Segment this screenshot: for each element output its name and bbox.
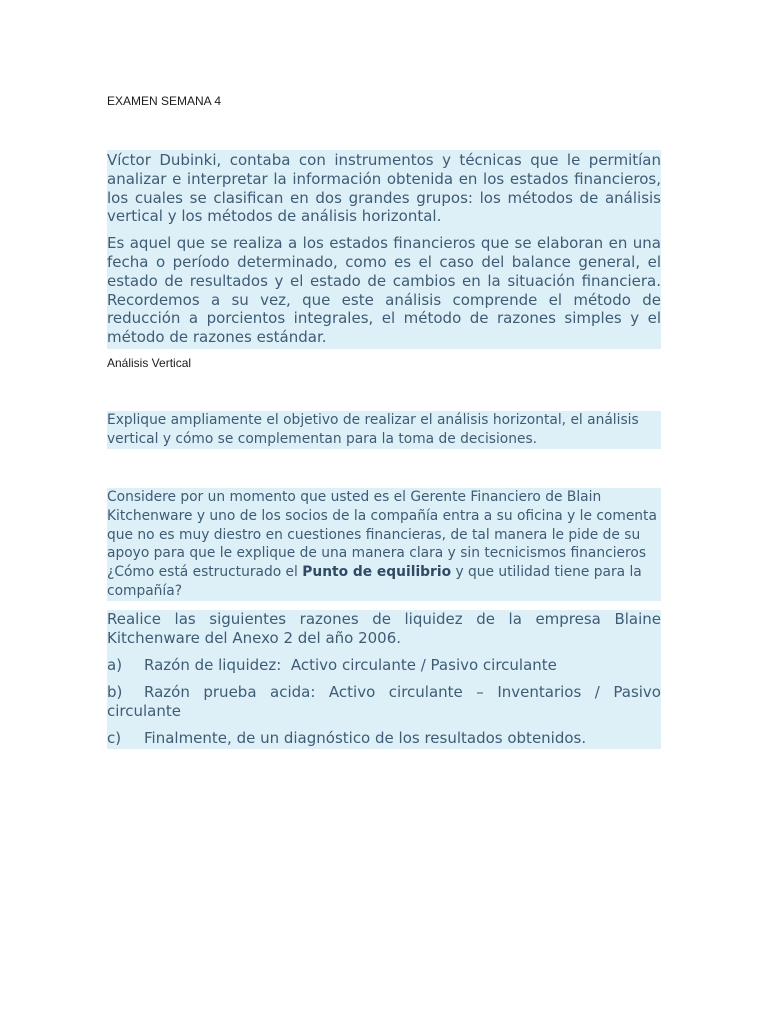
list-item-text: Razón de liquidez: Activo circulante / Pasivo circulante xyxy=(144,656,557,675)
question-break-even-point xyxy=(107,488,661,601)
question-intro: Realice las siguientes razones de liquidez de la empresa Blaine Kitchenware del Anexo 2 del año 2006. xyxy=(107,610,661,647)
bold-term: Punto de equilibrio xyxy=(302,564,452,581)
list-marker: b) xyxy=(107,683,123,702)
question-analysis-objective: Explique ampliamente el objetivo de realizar el análisis horizontal, el análisis vertical y cómo se complementan para la toma de decisiones. xyxy=(107,411,661,449)
list-item xyxy=(107,656,661,675)
question-text: Considere por un momento que usted es el Gerente Financiero de Blain Kitchenware y uno de los socios de la compañía entra a su oficina y le comenta que no es muy diestro en cuestiones financieras, de tal manera le pide de su apoyo para que le explique de una manera clara y sin tecnicismos financieros ¿Cómo está estructurado el xyxy=(107,489,657,581)
exam-title: EXAMEN SEMANA 4 xyxy=(107,94,222,108)
question-liquidity-ratios xyxy=(107,610,666,749)
section-label: Análisis Vertical xyxy=(107,356,192,370)
list-marker: c) xyxy=(107,729,122,748)
list-marker: a) xyxy=(107,656,123,675)
intro-paragraph: Es aquel que se realiza a los estados financieros que se elaboran en una fecha o período determinado, como es el caso del balance general, el estado de resultados y el estado de cambios en la situación financiera. Recordemos a su vez, que este análisis comprende el método de reducción a porcientos integrales, el método de razones simples y el método de razones estándar. xyxy=(107,234,661,347)
list-item-text: Razón prueba acida: Activo circulante – Inventarios / Pasivo circulante xyxy=(107,683,666,721)
list-item-text: Finalmente, de un diagnóstico de los resultados obtenidos. xyxy=(144,729,587,748)
question-text: y que utilidad tiene para la compañía? xyxy=(107,564,642,599)
list-item xyxy=(107,729,661,748)
list-item xyxy=(107,683,666,721)
intro-paragraph: Víctor Dubinki, contaba con instrumentos y técnicas que le permitían analizar e interpretar la información obtenida en los estados financieros, los cuales se clasifican en dos grandes grupos: los métodos de análisis vertical y los métodos de análisis horizontal. xyxy=(107,151,661,226)
intro-passage xyxy=(107,150,661,349)
